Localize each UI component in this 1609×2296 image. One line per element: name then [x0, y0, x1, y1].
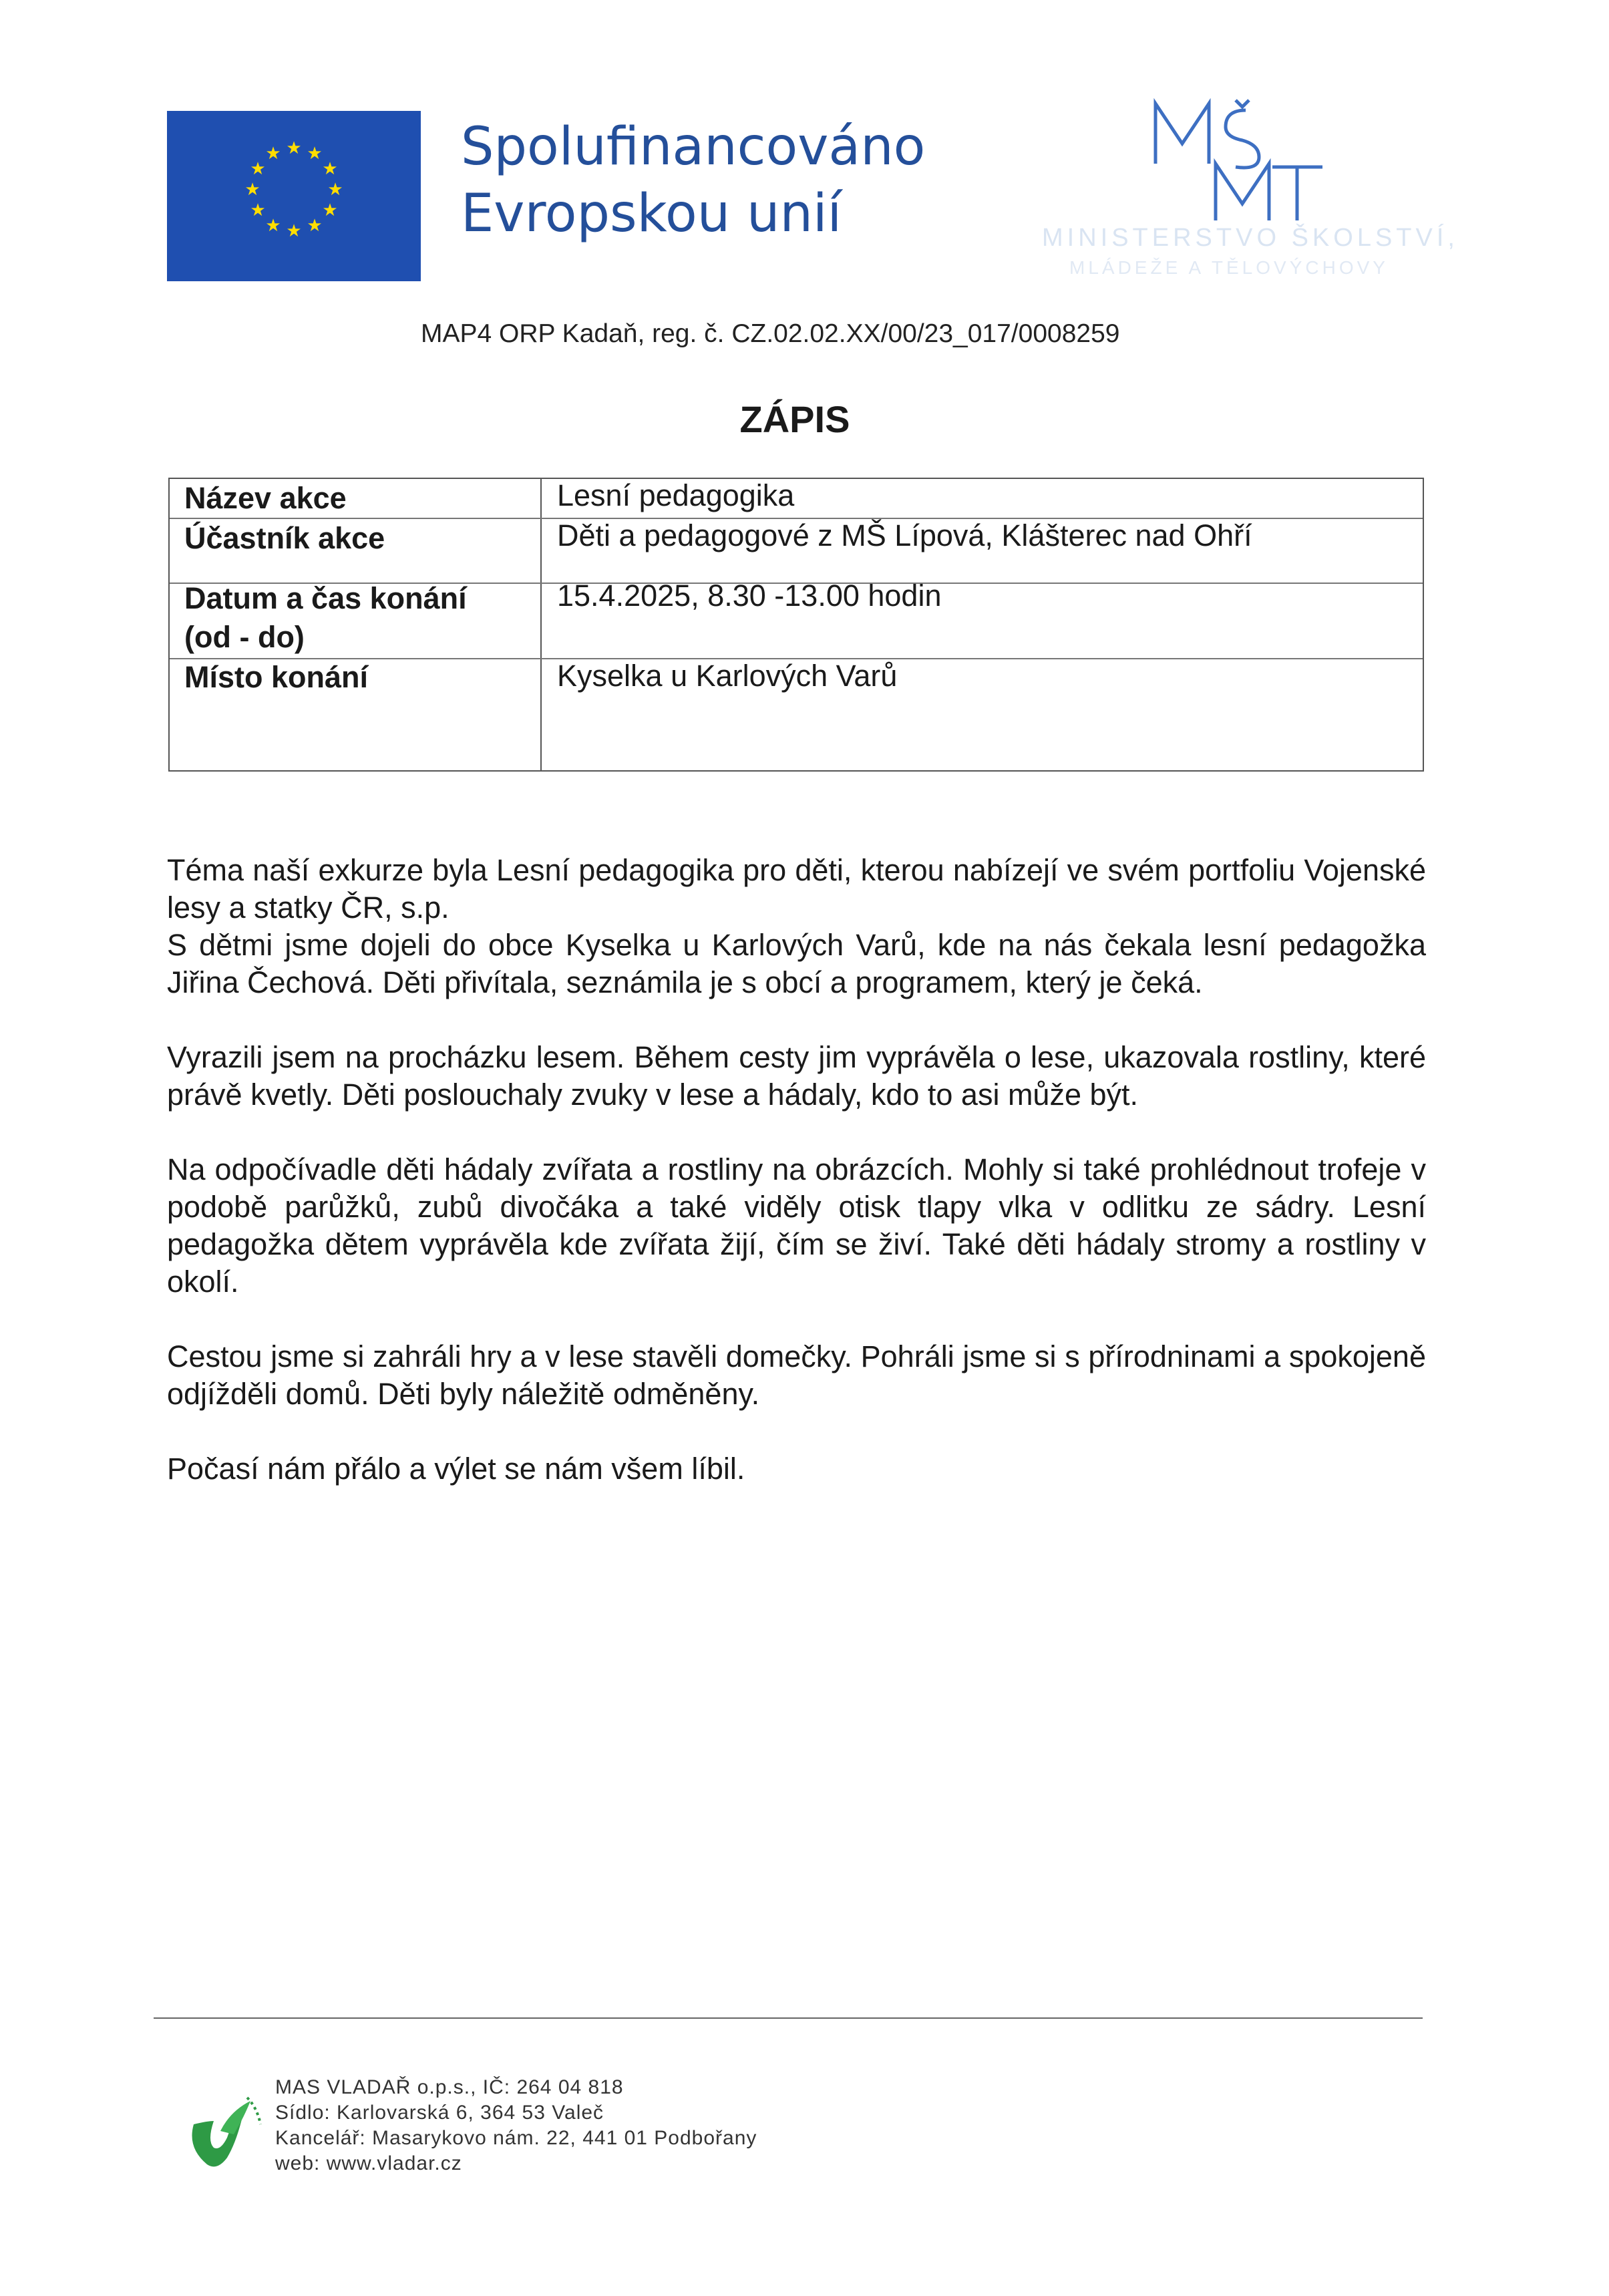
table-label-datetime: Datum a čas konání [184, 581, 467, 615]
table-column-divider [540, 479, 542, 770]
svg-text:★: ★ [265, 144, 281, 164]
paragraph: Cestou jsme si zahráli hry a v lese stavěli domečky. Pohráli jsme si s přírodninami a spokojeně odjížděli domů. Děti byly náležitě odměněny. [167, 1339, 1426, 1411]
svg-text:★: ★ [250, 200, 266, 220]
table-value-participant: Děti a pedagogové z MŠ Lípová, Klášterec nad Ohří [557, 518, 1252, 552]
eu-text-line2: Evropskou unií [461, 184, 842, 244]
msmt-logo-block [1042, 97, 1459, 284]
svg-text:★: ★ [307, 144, 323, 164]
table-value-event-name: Lesní pedagogika [557, 478, 795, 512]
footer-address: Sídlo: Karlovarská 6, 364 53 Valeč [275, 2102, 604, 2124]
paragraph: Téma naší exkurze byla Lesní pedagogika pro děti, kterou nabízejí ve svém portfoliu Vojenské lesy a statky ČR, s.p. [167, 853, 1426, 925]
paragraph: S dětmi jsme dojeli do obce Kyselka u Karlových Varů, kde na nás čekala lesní pedagožka Jiřina Čechová. Děti přivítala, seznámila je s obcí a programem, který je čeká. [167, 928, 1426, 999]
svg-text:★: ★ [286, 138, 302, 158]
svg-text:★: ★ [322, 159, 338, 179]
eu-flag-logo [167, 111, 421, 281]
table-value-datetime: 15.4.2025, 8.30 -13.00 hodin [557, 579, 942, 613]
svg-text:★: ★ [327, 180, 343, 200]
table-label-place: Místo konání [184, 660, 369, 694]
footer-contact [275, 2075, 757, 2176]
svg-text:★: ★ [286, 221, 302, 241]
eu-cofinancing-text [461, 114, 925, 247]
msmt-name-line2: MLÁDEŽE A TĚLOVÝCHOVY [1069, 257, 1389, 278]
project-registration: MAP4 ORP Kadaň, reg. č. CZ.02.02.XX/00/23_017/0008259 [421, 319, 1120, 348]
document-title: ZÁPIS [739, 398, 850, 440]
vladar-logo [180, 2084, 274, 2178]
table-value-place: Kyselka u Karlových Varů [557, 659, 898, 693]
footer-web: web: www.vladar.cz [275, 2152, 462, 2174]
table-label-event-name: Název akce [184, 481, 347, 515]
event-info-table [168, 478, 1424, 772]
footer-org: MAS VLADAŘ o.p.s., IČ: 264 04 818 [275, 2076, 624, 2098]
footer-office: Kancelář: Masarykovo nám. 22, 441 01 Podbořany [275, 2127, 757, 2149]
svg-text:★: ★ [265, 216, 281, 236]
table-label-participant: Účastník akce [184, 521, 385, 555]
report-body [167, 852, 1426, 1525]
svg-text:★: ★ [250, 159, 266, 179]
svg-text:★: ★ [244, 180, 260, 200]
msmt-logo [1129, 97, 1343, 224]
paragraph: Vyrazili jsem na procházku lesem. Během cesty jim vyprávěla o lese, ukazovala rostliny, které právě kvetly. Děti poslouchaly zvuky v lese a hádaly, kdo to asi může být. [167, 1040, 1426, 1112]
eu-text-line1: Spolufinancováno [461, 117, 926, 177]
paragraph: Na odpočívadle děti hádaly zvířata a rostliny na obrázcích. Mohly si také prohlédnout trofeje v podobě parůžků, zubů divočáka a také viděly otisk tlapy vlka v odlitku ze sádry. Lesní pedagožka dětem vyprávěla kde zvířata žijí, čím se živí. Také děti hádaly stromy a rostliny v okolí. [167, 1152, 1426, 1299]
svg-text:★: ★ [307, 216, 323, 236]
paragraph: Počasí nám přálo a výlet se nám všem líbil. [167, 1452, 745, 1486]
footer-divider [154, 2017, 1423, 2019]
table-label-datetime-range: (od - do) [184, 620, 305, 654]
svg-text:★: ★ [322, 200, 338, 220]
msmt-name-line1: MINISTERSTVO ŠKOLSTVÍ, [1042, 224, 1459, 252]
